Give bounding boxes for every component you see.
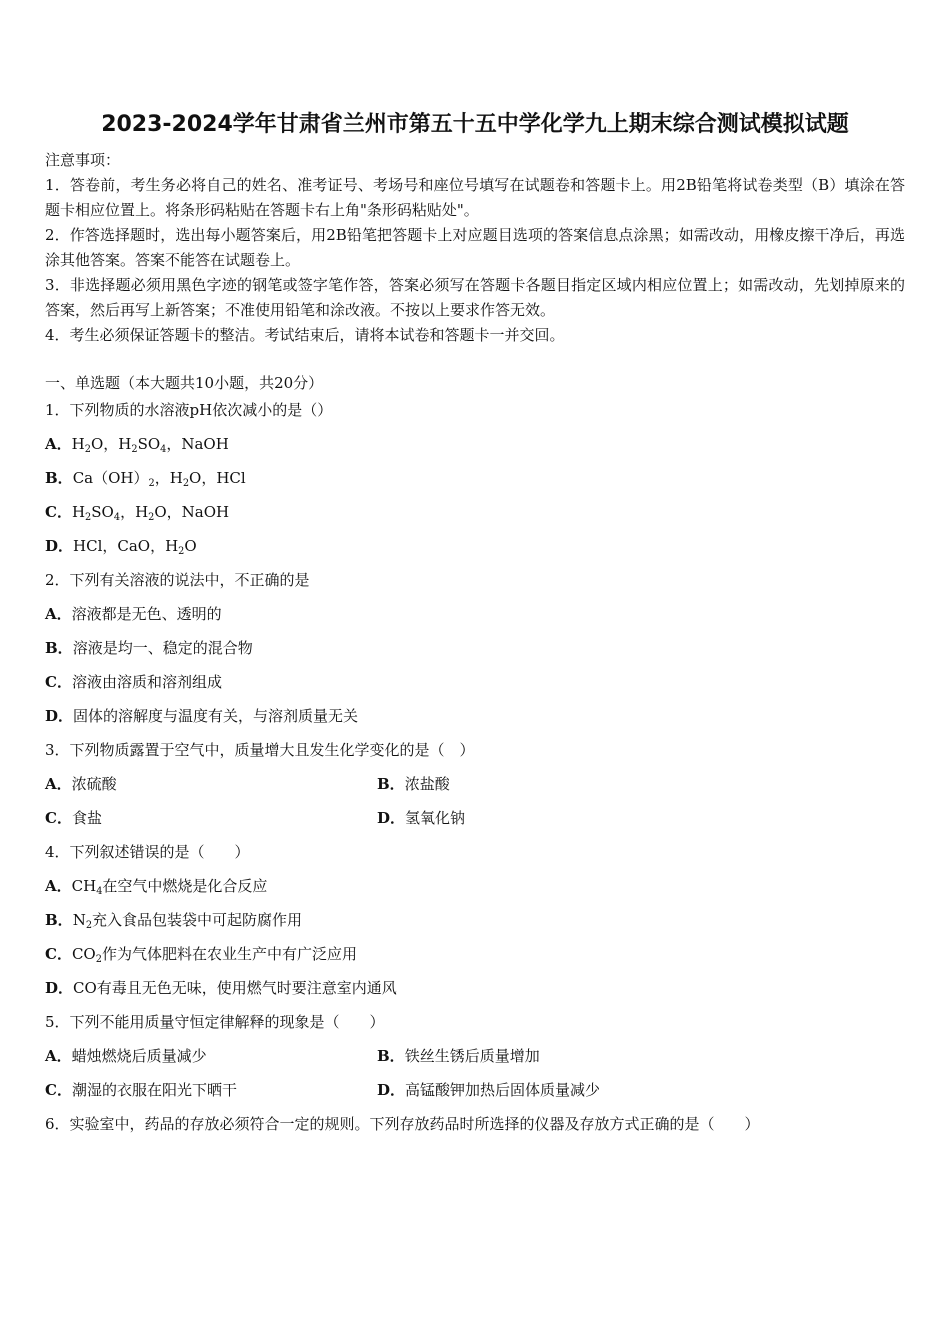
question-stem: 3．下列物质露置于空气中，质量增大且发生化学变化的是（ ）	[45, 741, 475, 759]
question-6	[45, 1107, 905, 1141]
notice-item: 3．非选择题必须用黑色字迹的钢笔或签字笔作答，答案必须写在答题卡各题目指定区域内相应位置上；如需改动，先划掉原来的答案，然后再写上新答案；不准使用铅笔和涂改液。不按以上要求作答无效。	[45, 276, 905, 319]
option-text	[405, 809, 465, 827]
option-label: B．	[45, 639, 73, 657]
option-text	[405, 775, 450, 793]
option-text	[405, 1081, 600, 1099]
formula-subscript: 2	[84, 443, 91, 455]
option-text	[72, 673, 222, 691]
option-text	[73, 639, 253, 657]
question-2	[45, 563, 905, 733]
option-text-segment: H	[71, 435, 85, 453]
option-d	[45, 529, 905, 563]
formula-subscript: 2	[85, 919, 93, 931]
option-label: B．	[45, 469, 73, 487]
option-d	[377, 801, 905, 835]
question-stem: 4．下列叙述错误的是（ ）	[45, 843, 250, 861]
option-a	[45, 1039, 377, 1073]
question-stem: 2．下列有关溶液的说法中，不正确的是	[45, 571, 310, 589]
option-c	[45, 801, 377, 835]
option-text-segment: 潮湿的衣服在阳光下晒干	[71, 1081, 237, 1099]
options-list	[45, 1039, 905, 1107]
options-list	[45, 869, 905, 1005]
option-a	[45, 869, 905, 903]
notice-item: 2．作答选择题时，选出每小题答案后，用2B铅笔把答题卡上对应题目选项的答案信息点涂黑；如需改动，用橡皮擦干净后，再选涂其他答案。答案不能答在试题卷上。	[45, 226, 905, 269]
option-text-segment: O，NaOH	[154, 503, 230, 521]
option-d	[45, 699, 905, 733]
formula-subscript: 2	[148, 477, 155, 489]
option-b	[45, 461, 905, 495]
formula-subscript: 2	[85, 511, 92, 523]
options-list	[45, 597, 905, 733]
option-text-segment: 充入食品包装袋中可起防腐作用	[92, 911, 303, 929]
formula-subscript: 2	[178, 545, 185, 557]
option-text-segment: SO	[91, 503, 114, 521]
question-stem: 6．实验室中，药品的存放必须符合一定的规则。下列存放药品时所选择的仪器及存放方式正确的是（ ）	[45, 1115, 760, 1133]
option-a	[45, 767, 377, 801]
option-label: C．	[45, 503, 72, 521]
option-text	[72, 809, 102, 827]
option-c	[45, 937, 905, 971]
option-d	[377, 1073, 905, 1107]
formula-subscript: 4	[96, 885, 103, 897]
option-text-segment: 溶液由溶质和溶剂组成	[71, 673, 222, 691]
option-text-segment: ，H	[154, 469, 183, 487]
option-text	[405, 1047, 540, 1065]
option-text-segment: O，HCl	[189, 469, 246, 487]
options-list	[45, 427, 905, 563]
option-label: D．	[377, 809, 406, 827]
page-title: 2023-2024学年甘肃省兰州市第五十五中学化学九上期末综合测试模拟试题	[101, 112, 849, 137]
formula-subscript: 4	[160, 443, 167, 455]
option-text	[72, 605, 222, 623]
option-text-segment: O，H	[90, 435, 132, 453]
option-text-segment: 在空气中燃烧是化合反应	[102, 877, 268, 895]
option-text-segment: 高锰酸钾加热后固体质量减少	[405, 1081, 601, 1099]
option-text-segment: 浓盐酸	[404, 775, 450, 793]
question-stem: 1．下列物质的水溶液pH依次减小的是（）	[45, 401, 333, 419]
option-label: B．	[45, 911, 73, 929]
option-text-segment: CH	[71, 877, 97, 895]
question-4	[45, 835, 905, 1005]
option-text	[72, 775, 117, 793]
option-c	[45, 1073, 377, 1107]
option-text-segment: 溶液是均一、稳定的混合物	[72, 639, 253, 657]
option-d	[45, 971, 905, 1005]
option-text	[72, 435, 229, 453]
option-a	[45, 597, 905, 631]
option-label: A．	[45, 877, 72, 895]
option-text	[72, 945, 357, 963]
option-label: C．	[45, 945, 72, 963]
option-text-segment: 铁丝生锈后质量增加	[404, 1047, 540, 1065]
option-text-segment: 作为气体肥料在农业生产中有广泛应用	[101, 945, 357, 963]
option-text	[72, 503, 229, 521]
option-text-segment: ，NaOH	[166, 435, 229, 453]
option-label: C．	[45, 1081, 72, 1099]
option-text-segment: 浓硫酸	[71, 775, 117, 793]
notice-heading: 注意事项：	[45, 151, 121, 169]
option-b	[45, 631, 905, 665]
option-label: B．	[377, 775, 405, 793]
formula-subscript: 2	[95, 953, 102, 965]
option-text-segment: H	[71, 503, 86, 521]
option-label: A．	[45, 775, 72, 793]
option-c	[45, 665, 905, 699]
option-label: D．	[45, 979, 74, 997]
option-b	[377, 767, 905, 801]
option-text	[72, 877, 268, 895]
option-text	[73, 707, 358, 725]
option-text-segment: ，H	[120, 503, 149, 521]
option-text-segment: N	[72, 911, 86, 929]
option-label: D．	[45, 707, 74, 725]
question-list	[45, 393, 905, 1141]
options-list	[45, 767, 905, 835]
notice-block	[45, 148, 905, 348]
option-label: A．	[45, 435, 72, 453]
formula-subscript: 2	[182, 477, 190, 489]
option-label: A．	[45, 1047, 72, 1065]
option-text-segment: 溶液都是无色、透明的	[71, 605, 222, 623]
option-text-segment: 固体的溶解度与温度有关，与溶剂质量无关	[73, 707, 359, 725]
option-text-segment: HCl，CaO，H	[73, 537, 179, 555]
option-text	[72, 1047, 207, 1065]
option-text-segment: SO	[137, 435, 161, 453]
question-1	[45, 393, 905, 563]
option-label: D．	[377, 1081, 406, 1099]
option-b	[377, 1039, 905, 1073]
option-text	[73, 537, 197, 555]
question-3	[45, 733, 905, 835]
option-c	[45, 495, 905, 529]
option-label: B．	[377, 1047, 405, 1065]
option-label: D．	[45, 537, 74, 555]
option-label: C．	[45, 673, 72, 691]
notice-item: 4．考生必须保证答题卡的整洁。考试结束后，请将本试卷和答题卡一并交回。	[45, 326, 565, 344]
option-text-segment: Ca（OH）	[72, 469, 149, 487]
option-label: A．	[45, 605, 72, 623]
option-text-segment: 蜡烛燃烧后质量减少	[71, 1047, 207, 1065]
question-stem: 5．下列不能用质量守恒定律解释的现象是（ ）	[45, 1013, 385, 1031]
option-text-segment: 食盐	[71, 809, 102, 827]
option-text-segment: O	[184, 537, 197, 555]
single-choice-section	[45, 373, 905, 1141]
option-text	[73, 469, 246, 487]
option-text-segment: CO有毒且无色无味，使用燃气时要注意室内通风	[73, 979, 397, 997]
formula-subscript: 2	[131, 443, 138, 455]
option-b	[45, 903, 905, 937]
notice-item: 1．答卷前，考生务必将自己的姓名、准考证号、考场号和座位号填写在试题卷和答题卡上。用2B铅笔将试卷类型（B）填涂在答题卡相应位置上。将条形码粘贴在答题卡右上角"条形码粘贴处"。	[45, 176, 905, 219]
option-text-segment: CO	[71, 945, 96, 963]
option-text-segment: 氢氧化钠	[405, 809, 466, 827]
formula-subscript: 4	[113, 511, 121, 523]
option-label: C．	[45, 809, 72, 827]
option-a	[45, 427, 905, 461]
option-text	[72, 1081, 237, 1099]
section-heading: 一、单选题（本大题共10小题，共20分）	[45, 374, 324, 392]
formula-subscript: 2	[148, 511, 155, 523]
question-5	[45, 1005, 905, 1107]
option-text	[73, 911, 302, 929]
option-text	[73, 979, 397, 997]
